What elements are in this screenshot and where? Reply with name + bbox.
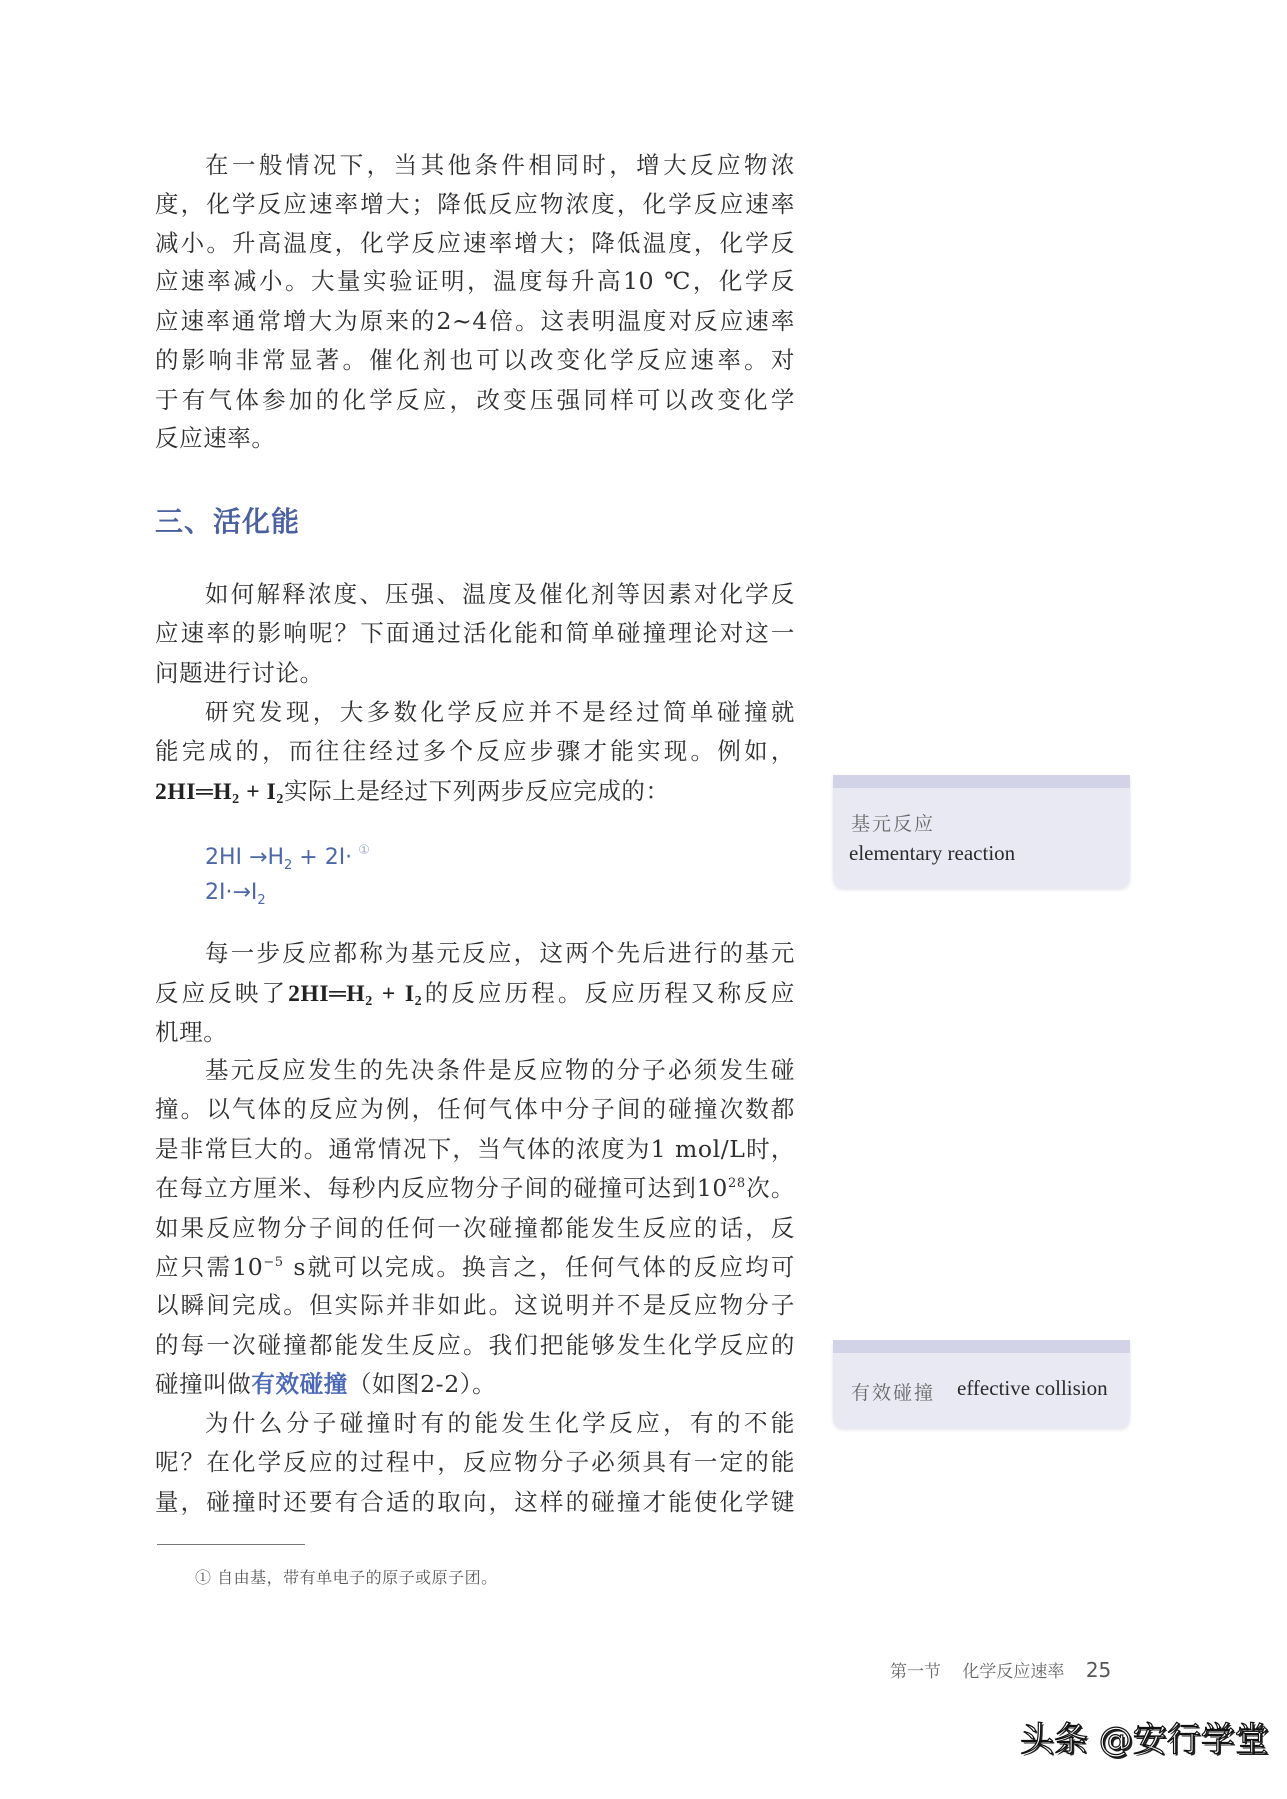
text-line: 碰撞叫做有效碰撞（如图2-2）。	[155, 1370, 497, 1398]
footnote: ① 自由基，带有单电子的原子或原子团。	[195, 1568, 498, 1587]
chemical-equation: $2HI═H_2 + I_2$	[288, 981, 423, 1009]
chemical-equation: $2HI═H_2 + I_2$	[155, 779, 285, 807]
text-line: $2HI═H_2 + I_2$实际上是经过下列两步反应完成的：	[155, 777, 670, 807]
text-line: 呢？在化学反应的过程中，反应物分子必须具有一定的能	[155, 1448, 795, 1476]
text-line: 反应速率。	[155, 424, 276, 452]
sidebox-band	[833, 775, 1130, 788]
text-line: 是非常巨大的。通常情况下，当气体的浓度为1 mol/L时，	[155, 1135, 795, 1163]
text-line: 以瞬间完成。但实际并非如此。这说明并不是反应物分子	[155, 1291, 795, 1319]
footer-title: 化学反应速率	[962, 1662, 1065, 1682]
text-line: 应速率的影响呢？下面通过活化能和简单碰撞理论对这一	[155, 619, 795, 647]
text-line: 反应反映了$2HI═H_2 + I_2$的反应历程。反应历程又称反应	[155, 979, 796, 1009]
text-line: 如果反应物分子间的任何一次碰撞都能发生反应的话，反	[155, 1214, 795, 1242]
text-line: 在一般情况下，当其他条件相同时，增大反应物浓	[205, 151, 795, 179]
term-chinese: 有效碰撞	[851, 1382, 936, 1404]
footnote-divider	[157, 1544, 305, 1545]
footer-section: 第一节	[890, 1662, 941, 1682]
text-line: 的影响非常显著。催化剂也可以改变化学反应速率。对	[155, 346, 795, 374]
text-line: 量，碰撞时还要有合适的取向，这样的碰撞才能使化学键	[155, 1488, 795, 1516]
equation-step-1: $2HI \to H_2 + 2I\cdot ^①$	[205, 843, 370, 873]
text-line: 问题进行讨论。	[155, 659, 324, 687]
text-line: 于有气体参加的化学反应，改变压强同样可以改变化学	[155, 386, 795, 414]
term-english: elementary reaction	[849, 841, 1016, 865]
sidebar-term-elementary-reaction	[833, 775, 1130, 888]
text-line: 应只需$10^{-5}$ s就可以完成。换言之，任何气体的反应均可	[155, 1253, 795, 1281]
text-line: 每一步反应都称为基元反应，这两个先后进行的基元	[205, 939, 795, 967]
equation-step-2: $2I\cdot\to I_2$	[205, 880, 266, 908]
text-line: 能完成的，而往往经过多个反应步骤才能实现。例如，	[155, 737, 795, 765]
text-line: 应速率通常增大为原来的2~4倍。这表明温度对反应速率	[155, 307, 795, 335]
key-term-effective-collision: 有效碰撞	[251, 1370, 348, 1398]
text-line: 为什么分子碰撞时有的能发生化学反应，有的不能	[205, 1409, 795, 1437]
page-footer	[890, 1657, 1111, 1682]
text-line: 研究发现，大多数化学反应并不是经过简单碰撞就	[205, 698, 795, 726]
term-chinese: 基元反应	[851, 813, 936, 835]
text-line: 机理。	[155, 1018, 228, 1046]
sidebox-band	[833, 1340, 1130, 1353]
page-number: 25	[1085, 1658, 1112, 1682]
text-line: 度，化学反应速率增大；降低反应物浓度，化学反应速率	[155, 190, 795, 218]
sidebar-term-effective-collision	[833, 1340, 1130, 1428]
footnote-marker[interactable]: ①	[358, 843, 370, 858]
text-line: 应速率减小。大量实验证明，温度每升高10 ℃，化学反	[155, 267, 795, 295]
text-line: 如何解释浓度、压强、温度及催化剂等因素对化学反	[205, 580, 795, 608]
watermark: 头条 @安行学堂	[1020, 1720, 1269, 1760]
text-line: 在每立方厘米、每秒内反应物分子间的碰撞可达到$10^{28}$次。	[155, 1174, 795, 1202]
text-line: 减小。升高温度，化学反应速率增大；降低温度，化学反	[155, 229, 795, 257]
text-line: 撞。以气体的反应为例，任何气体中分子间的碰撞次数都	[155, 1095, 795, 1123]
text-line: 基元反应发生的先决条件是反应物的分子必须发生碰	[205, 1056, 795, 1084]
text-line: 的每一次碰撞都能发生反应。我们把能够发生化学反应的	[155, 1331, 795, 1359]
term-english: effective collision	[957, 1376, 1108, 1400]
section-heading: 三、活化能	[155, 505, 301, 538]
